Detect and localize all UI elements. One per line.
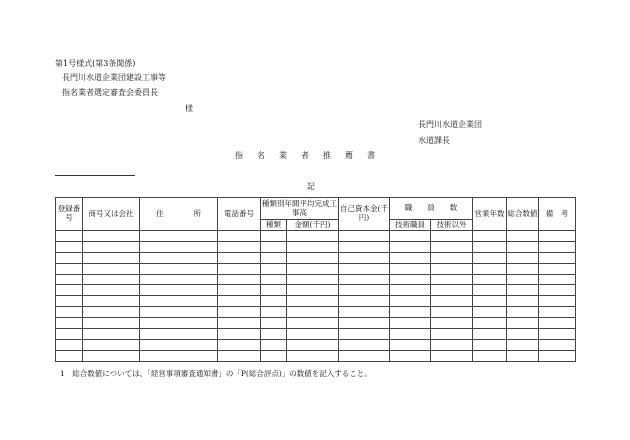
table-cell[interactable] — [390, 274, 431, 285]
table-cell[interactable] — [473, 263, 507, 274]
table-cell[interactable] — [390, 252, 431, 263]
table-cell[interactable] — [431, 318, 473, 329]
table-cell[interactable] — [507, 350, 539, 361]
header-non-tech-staff: 技術以外 — [431, 220, 473, 231]
header-address: 住 所 — [140, 198, 218, 231]
table-row — [56, 329, 576, 340]
header-score: 総合数値 — [507, 198, 539, 231]
table-cell[interactable] — [140, 296, 218, 307]
table-cell[interactable] — [261, 285, 287, 296]
table-cell[interactable] — [83, 318, 140, 329]
addressee-honorific: 様 — [185, 104, 193, 113]
table-cell[interactable] — [390, 318, 431, 329]
table-cell[interactable] — [507, 339, 539, 350]
table-cell[interactable] — [287, 339, 339, 350]
table-cell[interactable] — [83, 252, 140, 263]
table-cell[interactable] — [339, 252, 390, 263]
table-cell[interactable] — [218, 318, 261, 329]
table-cell[interactable] — [56, 252, 83, 263]
table-cell[interactable] — [83, 339, 140, 350]
table-cell[interactable] — [539, 285, 576, 296]
table-cell[interactable] — [56, 263, 83, 274]
table-row — [56, 318, 576, 329]
table-cell[interactable] — [507, 231, 539, 242]
table-cell[interactable] — [431, 350, 473, 361]
table-cell[interactable] — [287, 252, 339, 263]
table-cell[interactable] — [473, 296, 507, 307]
table-cell[interactable] — [287, 350, 339, 361]
table-cell[interactable] — [539, 263, 576, 274]
table-cell[interactable] — [218, 307, 261, 318]
table-cell[interactable] — [390, 263, 431, 274]
table-cell[interactable] — [390, 241, 431, 252]
table-cell[interactable] — [56, 231, 83, 242]
table-cell[interactable] — [431, 296, 473, 307]
table-cell[interactable] — [507, 329, 539, 340]
header-amount: 金額(千円) — [287, 220, 339, 231]
header-avg-works: 種類別年間平均完成工事高 — [261, 198, 339, 220]
table-cell[interactable] — [431, 285, 473, 296]
table-cell[interactable] — [287, 296, 339, 307]
table-cell[interactable] — [473, 231, 507, 242]
table-cell[interactable] — [261, 274, 287, 285]
table-cell[interactable] — [83, 263, 140, 274]
footnote: 1 総合数値については、「経営事項審査通知書」の「P(総合評点)」の数値を記入すること。 — [60, 369, 372, 378]
table-cell[interactable] — [83, 274, 140, 285]
table-cell[interactable] — [473, 241, 507, 252]
table-cell[interactable] — [140, 350, 218, 361]
table-cell[interactable] — [287, 307, 339, 318]
table-cell[interactable] — [261, 339, 287, 350]
table-cell[interactable] — [339, 350, 390, 361]
table-cell[interactable] — [507, 296, 539, 307]
table-cell[interactable] — [507, 263, 539, 274]
table-cell[interactable] — [390, 307, 431, 318]
table-cell[interactable] — [539, 296, 576, 307]
table-row — [56, 350, 576, 361]
table-cell[interactable] — [339, 274, 390, 285]
table-cell[interactable] — [473, 252, 507, 263]
table-cell[interactable] — [339, 307, 390, 318]
table-cell[interactable] — [261, 307, 287, 318]
table-cell[interactable] — [390, 350, 431, 361]
table-row — [56, 274, 576, 285]
header-years: 営業年数 — [473, 198, 507, 231]
table-cell[interactable] — [140, 231, 218, 242]
table-cell[interactable] — [287, 274, 339, 285]
table-row — [56, 285, 576, 296]
table-cell[interactable] — [390, 329, 431, 340]
table-cell[interactable] — [473, 329, 507, 340]
table-cell[interactable] — [390, 231, 431, 242]
table-cell[interactable] — [218, 241, 261, 252]
header-reg-no: 登録番号 — [56, 198, 83, 231]
table-cell[interactable] — [339, 231, 390, 242]
table-cell[interactable] — [261, 241, 287, 252]
table-cell[interactable] — [431, 231, 473, 242]
table-cell[interactable] — [431, 274, 473, 285]
table-cell[interactable] — [473, 350, 507, 361]
table-row — [56, 241, 576, 252]
table-cell[interactable] — [287, 241, 339, 252]
table-body — [56, 231, 576, 362]
header-capital: 自己資本金(千円) — [339, 198, 390, 231]
table-cell[interactable] — [539, 350, 576, 361]
table-cell[interactable] — [140, 285, 218, 296]
header-kind: 種類 — [261, 220, 287, 231]
form-id: 第1号様式(第3条関係) — [55, 59, 136, 68]
table-cell[interactable] — [218, 263, 261, 274]
table-cell[interactable] — [56, 339, 83, 350]
recommendation-table — [55, 197, 576, 362]
document-title: 指名業者推薦書 — [235, 151, 389, 160]
table-cell[interactable] — [140, 252, 218, 263]
table-cell[interactable] — [140, 241, 218, 252]
table-cell[interactable] — [339, 241, 390, 252]
table-cell[interactable] — [56, 285, 83, 296]
table-cell[interactable] — [56, 274, 83, 285]
table-cell[interactable] — [339, 318, 390, 329]
table-cell[interactable] — [261, 350, 287, 361]
table-cell[interactable] — [507, 318, 539, 329]
table-row — [56, 296, 576, 307]
table-cell[interactable] — [140, 318, 218, 329]
table-cell[interactable] — [431, 263, 473, 274]
header-staff: 職 員 数 — [390, 198, 473, 220]
addressee-line-2: 指名業者選定審査会委員長 — [62, 88, 158, 97]
header-remarks: 備 考 — [539, 198, 576, 231]
table-cell[interactable] — [218, 231, 261, 242]
header-phone: 電話番号 — [218, 198, 261, 231]
table-cell[interactable] — [390, 296, 431, 307]
table-row — [56, 231, 576, 242]
table-cell[interactable] — [140, 329, 218, 340]
table-row — [56, 252, 576, 263]
table-cell[interactable] — [539, 241, 576, 252]
issuer-title: 水道課長 — [418, 136, 450, 145]
table-cell[interactable] — [507, 285, 539, 296]
table-cell[interactable] — [431, 307, 473, 318]
ki-label: 記 — [307, 182, 315, 191]
table-row — [56, 263, 576, 274]
addressee-line-1: 長門川水道企業団建設工事等 — [62, 73, 166, 82]
table-cell[interactable] — [339, 329, 390, 340]
table-cell[interactable] — [507, 274, 539, 285]
table-cell[interactable] — [473, 307, 507, 318]
table-cell[interactable] — [261, 231, 287, 242]
table-cell[interactable] — [287, 263, 339, 274]
table-cell[interactable] — [339, 263, 390, 274]
table-cell[interactable] — [539, 307, 576, 318]
table-cell[interactable] — [431, 339, 473, 350]
table-cell[interactable] — [507, 307, 539, 318]
table-cell[interactable] — [539, 318, 576, 329]
table-cell[interactable] — [218, 285, 261, 296]
table-cell[interactable] — [83, 307, 140, 318]
table-cell[interactable] — [218, 274, 261, 285]
table-cell[interactable] — [56, 296, 83, 307]
table-cell[interactable] — [473, 274, 507, 285]
table-cell[interactable] — [140, 263, 218, 274]
table-cell[interactable] — [218, 252, 261, 263]
table-cell[interactable] — [431, 329, 473, 340]
table-cell[interactable] — [261, 318, 287, 329]
table-cell[interactable] — [390, 285, 431, 296]
table-cell[interactable] — [287, 285, 339, 296]
issuer-org: 長門川水道企業団 — [418, 120, 482, 129]
table-cell[interactable] — [539, 231, 576, 242]
table-cell[interactable] — [287, 318, 339, 329]
table-cell[interactable] — [339, 296, 390, 307]
table-cell[interactable] — [261, 263, 287, 274]
signature-blank-line — [55, 175, 135, 176]
table-cell[interactable] — [83, 231, 140, 242]
table-cell[interactable] — [507, 241, 539, 252]
table-cell[interactable] — [390, 339, 431, 350]
table-cell[interactable] — [56, 329, 83, 340]
table-cell[interactable] — [56, 241, 83, 252]
header-tech-staff: 技術職員 — [390, 220, 431, 231]
table-cell[interactable] — [218, 350, 261, 361]
table-cell[interactable] — [83, 241, 140, 252]
table-cell[interactable] — [218, 329, 261, 340]
table-cell[interactable] — [218, 296, 261, 307]
table-cell[interactable] — [261, 329, 287, 340]
table-row — [56, 307, 576, 318]
table-cell[interactable] — [539, 339, 576, 350]
table-cell[interactable] — [56, 307, 83, 318]
table-cell[interactable] — [473, 339, 507, 350]
table-cell[interactable] — [473, 285, 507, 296]
table-cell[interactable] — [140, 339, 218, 350]
header-company: 商号又は会社 — [83, 198, 140, 231]
table-cell[interactable] — [539, 252, 576, 263]
table-cell[interactable] — [473, 318, 507, 329]
table-cell[interactable] — [287, 329, 339, 340]
table-cell[interactable] — [83, 329, 140, 340]
table-row — [56, 339, 576, 350]
table-cell[interactable] — [56, 350, 83, 361]
table-cell[interactable] — [261, 252, 287, 263]
table-cell[interactable] — [539, 274, 576, 285]
table-cell[interactable] — [218, 339, 261, 350]
table-cell[interactable] — [140, 274, 218, 285]
table-cell[interactable] — [507, 252, 539, 263]
table-cell[interactable] — [287, 231, 339, 242]
table-cell[interactable] — [83, 285, 140, 296]
table-cell[interactable] — [431, 241, 473, 252]
table-cell[interactable] — [83, 296, 140, 307]
table-cell[interactable] — [261, 296, 287, 307]
table-cell[interactable] — [339, 339, 390, 350]
table-cell[interactable] — [56, 318, 83, 329]
table-cell[interactable] — [140, 307, 218, 318]
table-cell[interactable] — [339, 285, 390, 296]
table-cell[interactable] — [539, 329, 576, 340]
table-cell[interactable] — [83, 350, 140, 361]
table-cell[interactable] — [431, 252, 473, 263]
